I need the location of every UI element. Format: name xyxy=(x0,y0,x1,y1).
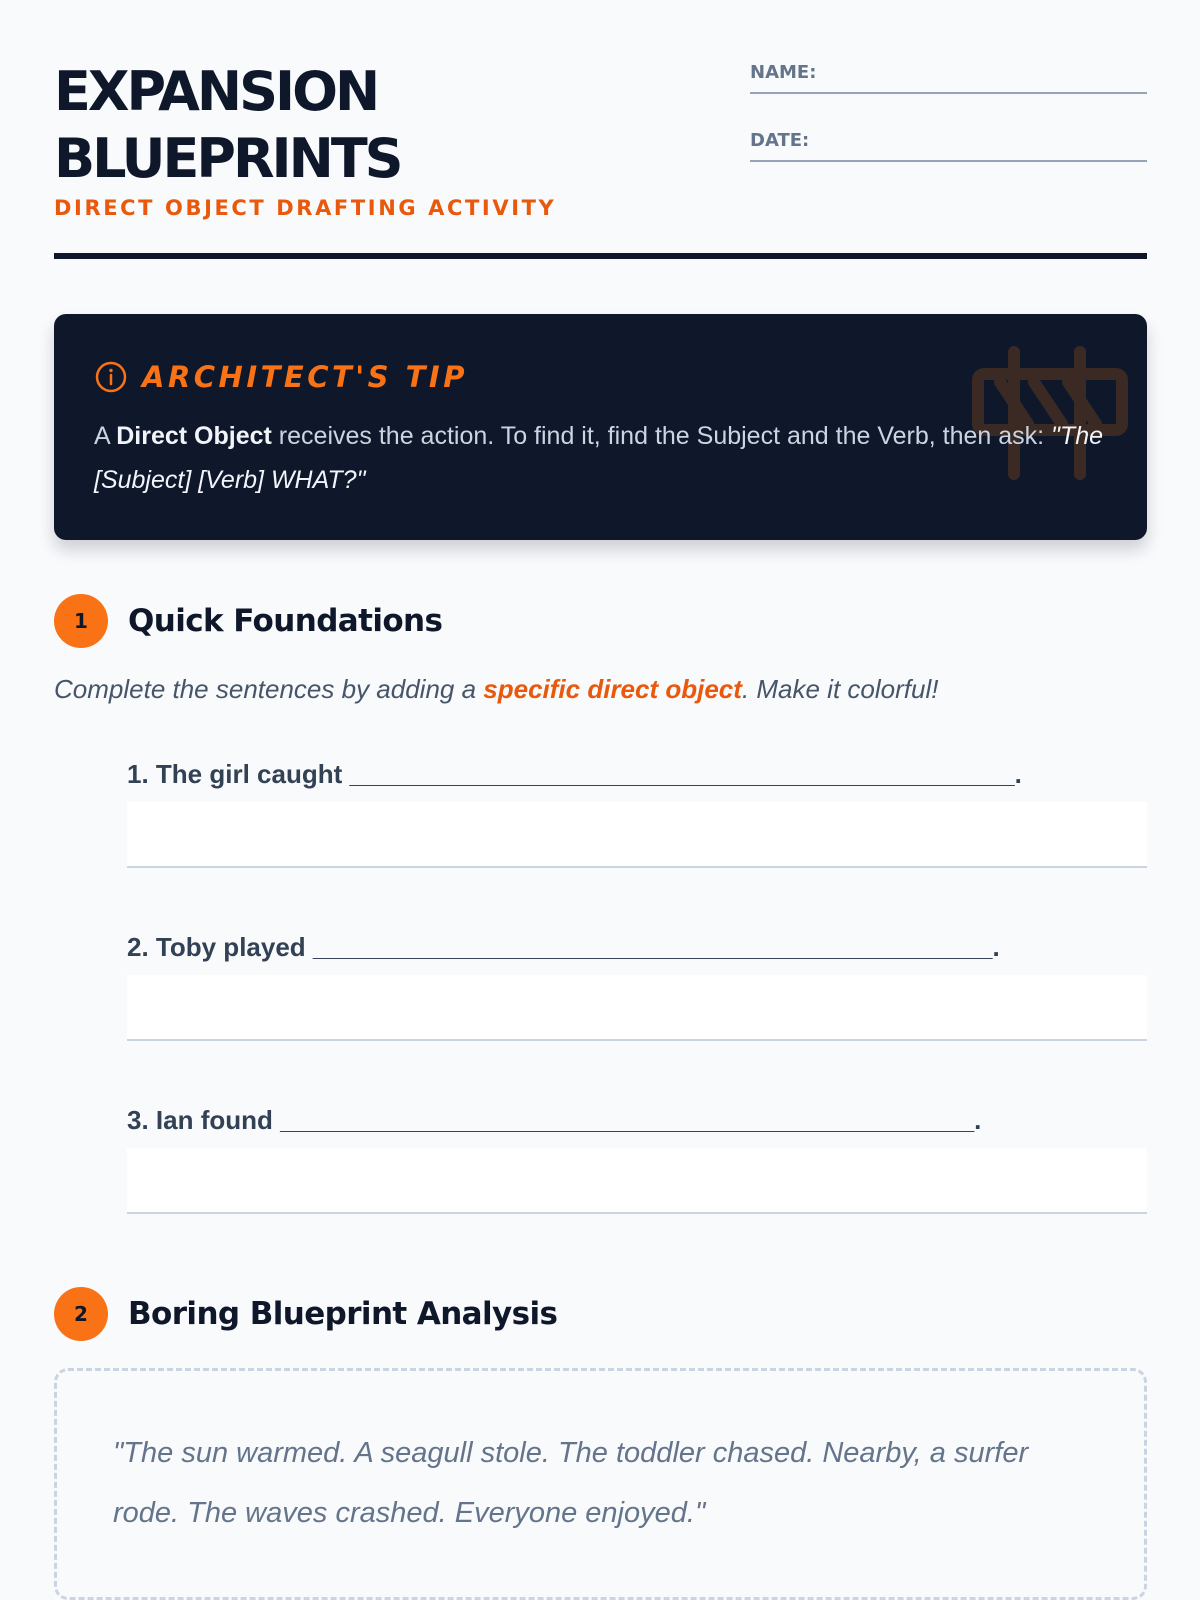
section-2-number-badge: 2 xyxy=(54,1287,108,1341)
section-1-heading xyxy=(54,594,442,648)
name-field[interactable] xyxy=(750,58,1147,94)
section-2-title: Boring Blueprint Analysis xyxy=(128,1296,558,1332)
tip-text-question: "The [Subject] [Verb] WHAT?" xyxy=(94,422,1103,494)
tip-text-direct-object: Direct Object xyxy=(116,422,272,450)
tip-heading xyxy=(94,360,468,394)
date-field[interactable] xyxy=(750,126,1147,162)
title-line-1: EXPANSION xyxy=(54,60,378,123)
worksheet-subtitle: DIRECT OBJECT DRAFTING ACTIVITY xyxy=(54,196,557,220)
date-label: DATE: xyxy=(750,130,810,151)
header-divider xyxy=(54,253,1147,259)
tip-title: ARCHITECT'S TIP xyxy=(142,360,468,394)
tip-text-prefix: A xyxy=(94,422,117,450)
worksheet-title xyxy=(54,58,614,192)
tip-text-middle: receives the action. To find it, find the Subject and the Verb, then ask: xyxy=(271,422,1052,450)
question-3-answer-box[interactable] xyxy=(127,1148,1147,1214)
name-label: NAME: xyxy=(750,62,817,83)
question-2-answer-box[interactable] xyxy=(127,975,1147,1041)
instruction-suffix: . Make it colorful! xyxy=(741,674,939,704)
question-1 xyxy=(127,754,1147,868)
question-1-label: 1. The girl caught ______________________________________________. xyxy=(127,759,1022,789)
instruction-prefix: Complete the sentences by adding a xyxy=(54,674,484,704)
section-1-instruction xyxy=(54,674,1147,705)
instruction-highlight: specific direct object xyxy=(483,674,742,704)
question-3-label: 3. Ian found ________________________________________________. xyxy=(127,1105,982,1135)
worksheet-page xyxy=(54,0,1147,1600)
architects-tip-box xyxy=(54,314,1147,540)
question-1-answer-box[interactable] xyxy=(127,802,1147,868)
section-1-number-badge: 1 xyxy=(54,594,108,648)
boring-blueprint-passage: "The sun warmed. A seagull stole. The toddler chased. Nearby, a surfer rode. The waves crashed. Everyone enjoyed." xyxy=(113,1437,1029,1529)
section-2-heading xyxy=(54,1287,557,1341)
question-3 xyxy=(127,1100,1147,1214)
question-2 xyxy=(127,927,1147,1041)
tip-text xyxy=(94,414,1104,502)
question-2-label: 2. Toby played _______________________________________________. xyxy=(127,932,1000,962)
info-circle-icon xyxy=(94,360,128,394)
worksheet-header xyxy=(54,58,1147,258)
title-line-2: BLUEPRINTS xyxy=(54,127,401,190)
boring-blueprint-passage-box xyxy=(54,1368,1147,1600)
section-1-title: Quick Foundations xyxy=(128,603,443,639)
